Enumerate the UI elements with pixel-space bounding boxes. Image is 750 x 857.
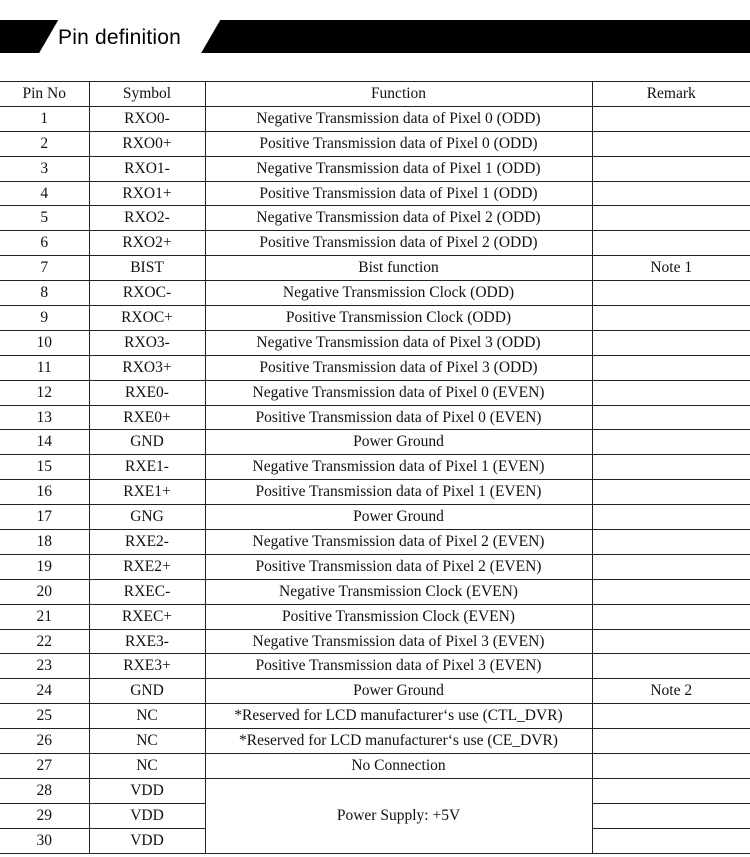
function-cell: Negative Transmission Clock (EVEN) — [205, 579, 592, 604]
table-row — [0, 281, 750, 306]
pin-number-cell: 27 — [0, 754, 89, 779]
remark-cell — [592, 405, 750, 430]
pin-number-cell: 4 — [0, 181, 89, 206]
function-cell: Positive Transmission data of Pixel 2 (ODD) — [205, 231, 592, 256]
symbol-cell: GNG — [89, 505, 205, 530]
table-row — [0, 505, 750, 530]
remark-cell — [592, 480, 750, 505]
pin-number-cell: 30 — [0, 828, 89, 853]
pin-number-cell: 7 — [0, 256, 89, 281]
pin-number-cell: 5 — [0, 206, 89, 231]
function-cell: Negative Transmission data of Pixel 3 (ODD) — [205, 330, 592, 355]
remark-cell — [592, 106, 750, 131]
symbol-cell: RXO2+ — [89, 231, 205, 256]
table-row — [0, 330, 750, 355]
function-cell: Negative Transmission data of Pixel 3 (EVEN) — [205, 629, 592, 654]
remark-cell — [592, 430, 750, 455]
table-row — [0, 579, 750, 604]
remark-cell — [592, 156, 750, 181]
function-cell: Positive Transmission data of Pixel 2 (EVEN) — [205, 554, 592, 579]
symbol-cell: RXE0+ — [89, 405, 205, 430]
pin-number-cell: 22 — [0, 629, 89, 654]
remark-cell — [592, 231, 750, 256]
function-cell: Bist function — [205, 256, 592, 281]
table-row — [0, 206, 750, 231]
pin-number-cell: 9 — [0, 306, 89, 331]
function-cell: Negative Transmission data of Pixel 0 (EVEN) — [205, 380, 592, 405]
table-row — [0, 181, 750, 206]
remark-cell — [592, 803, 750, 828]
remark-cell — [592, 754, 750, 779]
symbol-cell: RXE1+ — [89, 480, 205, 505]
function-cell: Negative Transmission Clock (ODD) — [205, 281, 592, 306]
function-cell: Negative Transmission data of Pixel 0 (ODD) — [205, 106, 592, 131]
remark-cell — [592, 505, 750, 530]
table-row — [0, 704, 750, 729]
function-cell: Negative Transmission data of Pixel 2 (ODD) — [205, 206, 592, 231]
symbol-cell: BIST — [89, 256, 205, 281]
pin-number-cell: 26 — [0, 729, 89, 754]
remark-cell — [592, 828, 750, 853]
symbol-cell: RXO1- — [89, 156, 205, 181]
pin-number-cell: 12 — [0, 380, 89, 405]
function-cell: Positive Transmission data of Pixel 0 (EVEN) — [205, 405, 592, 430]
remark-cell — [592, 455, 750, 480]
remark-cell — [592, 554, 750, 579]
remark-cell: Note 2 — [592, 679, 750, 704]
symbol-cell: RXO0- — [89, 106, 205, 131]
pin-number-cell: 15 — [0, 455, 89, 480]
pin-definition-table — [0, 81, 750, 854]
table-row — [0, 355, 750, 380]
remark-cell — [592, 281, 750, 306]
symbol-cell: NC — [89, 729, 205, 754]
function-cell: Positive Transmission Clock (EVEN) — [205, 604, 592, 629]
symbol-cell: RXO3- — [89, 330, 205, 355]
function-cell: No Connection — [205, 754, 592, 779]
function-cell: Positive Transmission data of Pixel 1 (EVEN) — [205, 480, 592, 505]
remark-cell — [592, 654, 750, 679]
function-cell: Positive Transmission data of Pixel 1 (ODD) — [205, 181, 592, 206]
pin-number-cell: 16 — [0, 480, 89, 505]
symbol-cell: RXE2- — [89, 530, 205, 555]
table-row — [0, 629, 750, 654]
symbol-cell: RXO0+ — [89, 131, 205, 156]
function-cell: *Reserved for LCD manufacturer‘s use (CE_DVR) — [205, 729, 592, 754]
table-row — [0, 106, 750, 131]
table-row — [0, 430, 750, 455]
pin-number-cell: 23 — [0, 654, 89, 679]
pin-number-cell: 18 — [0, 530, 89, 555]
pin-number-cell: 21 — [0, 604, 89, 629]
pin-number-cell: 3 — [0, 156, 89, 181]
pin-number-cell: 1 — [0, 106, 89, 131]
symbol-cell: RXO3+ — [89, 355, 205, 380]
function-cell-merged: Power Supply: +5V — [205, 778, 592, 853]
function-cell: Positive Transmission Clock (ODD) — [205, 306, 592, 331]
table-row — [0, 530, 750, 555]
symbol-cell: VDD — [89, 778, 205, 803]
symbol-cell: VDD — [89, 803, 205, 828]
function-cell: Positive Transmission data of Pixel 3 (EVEN) — [205, 654, 592, 679]
symbol-cell: GND — [89, 679, 205, 704]
symbol-cell: RXO1+ — [89, 181, 205, 206]
pin-number-cell: 2 — [0, 131, 89, 156]
pin-number-cell: 8 — [0, 281, 89, 306]
pin-number-cell: 25 — [0, 704, 89, 729]
pin-number-cell: 17 — [0, 505, 89, 530]
function-cell: Negative Transmission data of Pixel 1 (EVEN) — [205, 455, 592, 480]
pin-number-cell: 28 — [0, 778, 89, 803]
table-row — [0, 554, 750, 579]
remark-cell — [592, 306, 750, 331]
remark-cell — [592, 355, 750, 380]
table-header-row — [0, 82, 750, 107]
pin-number-cell: 14 — [0, 430, 89, 455]
symbol-cell: GND — [89, 430, 205, 455]
symbol-cell: VDD — [89, 828, 205, 853]
function-cell: Positive Transmission data of Pixel 0 (ODD) — [205, 131, 592, 156]
table-row — [0, 405, 750, 430]
remark-cell — [592, 530, 750, 555]
symbol-cell: NC — [89, 704, 205, 729]
table-row — [0, 131, 750, 156]
table-row — [0, 754, 750, 779]
pin-number-cell: 10 — [0, 330, 89, 355]
remark-cell — [592, 704, 750, 729]
page-title: Pin definition — [58, 26, 182, 49]
pin-number-cell: 13 — [0, 405, 89, 430]
table-row — [0, 455, 750, 480]
column-header-symbol: Symbol — [89, 82, 205, 107]
table-row — [0, 306, 750, 331]
remark-cell — [592, 206, 750, 231]
table-row — [0, 654, 750, 679]
table-row — [0, 156, 750, 181]
remark-cell — [592, 380, 750, 405]
column-header-remark: Remark — [592, 82, 750, 107]
remark-cell — [592, 629, 750, 654]
symbol-cell: NC — [89, 754, 205, 779]
symbol-cell: RXE2+ — [89, 554, 205, 579]
pin-number-cell: 6 — [0, 231, 89, 256]
function-cell: *Reserved for LCD manufacturer‘s use (CTL_DVR) — [205, 704, 592, 729]
table-row — [0, 778, 750, 803]
symbol-cell: RXE0- — [89, 380, 205, 405]
function-cell: Negative Transmission data of Pixel 1 (ODD) — [205, 156, 592, 181]
table-row — [0, 256, 750, 281]
symbol-cell: RXOC- — [89, 281, 205, 306]
pin-number-cell: 19 — [0, 554, 89, 579]
function-cell: Positive Transmission data of Pixel 3 (ODD) — [205, 355, 592, 380]
symbol-cell: RXE3- — [89, 629, 205, 654]
pin-number-cell: 11 — [0, 355, 89, 380]
column-header-function: Function — [205, 82, 592, 107]
function-cell: Power Ground — [205, 505, 592, 530]
remark-cell — [592, 579, 750, 604]
symbol-cell: RXO2- — [89, 206, 205, 231]
pin-number-cell: 24 — [0, 679, 89, 704]
pin-number-cell: 29 — [0, 803, 89, 828]
symbol-cell: RXE3+ — [89, 654, 205, 679]
remark-cell — [592, 604, 750, 629]
remark-cell — [592, 181, 750, 206]
symbol-cell: RXE1- — [89, 455, 205, 480]
function-cell: Power Ground — [205, 430, 592, 455]
remark-cell — [592, 778, 750, 803]
table-row — [0, 480, 750, 505]
symbol-cell: RXEC- — [89, 579, 205, 604]
table-row — [0, 679, 750, 704]
pin-number-cell: 20 — [0, 579, 89, 604]
remark-cell — [592, 131, 750, 156]
function-cell: Power Ground — [205, 679, 592, 704]
remark-cell: Note 1 — [592, 256, 750, 281]
table-row — [0, 231, 750, 256]
column-header-pin-no: Pin No — [0, 82, 89, 107]
table-row — [0, 729, 750, 754]
table-row — [0, 604, 750, 629]
remark-cell — [592, 330, 750, 355]
symbol-cell: RXEC+ — [89, 604, 205, 629]
function-cell: Negative Transmission data of Pixel 2 (EVEN) — [205, 530, 592, 555]
symbol-cell: RXOC+ — [89, 306, 205, 331]
remark-cell — [592, 729, 750, 754]
table-row — [0, 380, 750, 405]
